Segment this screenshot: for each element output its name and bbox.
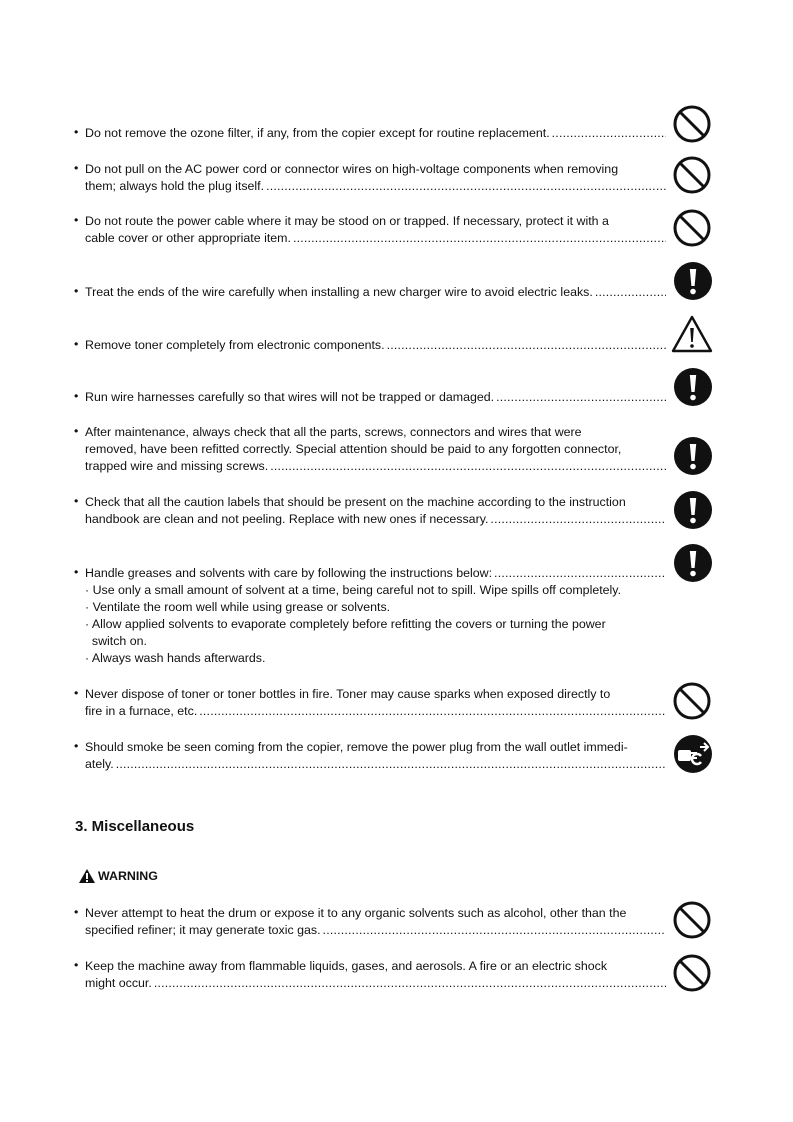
item-text: Never dispose of toner or toner bottles in fire. Toner may cause sparks when exposed directly to xyxy=(85,687,611,701)
item-text: specified refiner; it may generate toxic gas. xyxy=(85,923,321,937)
prohibited-icon xyxy=(672,953,712,993)
mandatory-icon xyxy=(673,543,713,583)
sub-item-text: switch on. xyxy=(85,634,147,648)
item-text: Do not route the power cable where it may be stood on or trapped. If necessary, protect it with a xyxy=(85,214,609,228)
section-heading: 3. Miscellaneous xyxy=(75,818,195,835)
bullet: • xyxy=(74,284,79,298)
dotted-line xyxy=(85,178,666,195)
sub-item-text: · Allow applied solvents to evaporate completely before refitting the covers or turning the power xyxy=(85,617,606,631)
dotted-line xyxy=(85,975,666,992)
item-text: Keep the machine away from flammable liquids, gases, and aerosols. A fire or an electric shock xyxy=(85,959,608,973)
prohibited-icon xyxy=(672,681,712,721)
bullet: • xyxy=(74,686,79,700)
item-text: handbook are clean and not peeling. Replace with new ones if necessary. xyxy=(85,512,489,526)
bullet: • xyxy=(74,958,79,972)
dotted-line xyxy=(85,389,666,406)
item-text: Run wire harnesses carefully so that wires will not be trapped or damaged. xyxy=(85,390,495,404)
mandatory-icon xyxy=(673,436,713,476)
item-text: cable cover or other appropriate item. xyxy=(85,231,291,245)
dotted-line xyxy=(85,565,666,582)
mandatory-icon xyxy=(673,490,713,530)
bullet: • xyxy=(74,125,79,139)
bullet: • xyxy=(74,161,79,175)
unplug-icon xyxy=(673,734,713,774)
item-text: Do not remove the ozone filter, if any, from the copier except for routine replacement. xyxy=(85,126,550,140)
item-text: ately. xyxy=(85,757,114,771)
item-text: fire in a furnace, etc. xyxy=(85,704,198,718)
dotted-line xyxy=(85,284,666,301)
dotted-line xyxy=(85,458,666,475)
dotted-line xyxy=(85,922,666,939)
dotted-line xyxy=(85,756,666,773)
item-text: Remove toner completely from electronic components. xyxy=(85,338,385,352)
mandatory-icon xyxy=(673,261,713,301)
prohibited-icon xyxy=(672,155,712,195)
caution-triangle-icon xyxy=(670,314,714,354)
item-text: Never attempt to heat the drum or expose it to any organic solvents such as alcohol, other than the xyxy=(85,906,627,920)
item-text: removed, have been refitted correctly. Special attention should be paid to any forgotten connector, xyxy=(85,442,622,456)
sub-item-text: · Use only a small amount of solvent at a time, being careful not to spill. Wipe spills off completely. xyxy=(85,583,622,597)
dotted-line xyxy=(85,337,666,354)
dotted-line xyxy=(85,125,666,142)
bullet: • xyxy=(74,565,79,579)
item-text: After maintenance, always check that all the parts, screws, connectors and wires that were xyxy=(85,425,582,439)
item-text: Should smoke be seen coming from the copier, remove the power plug from the wall outlet immedi- xyxy=(85,740,628,754)
prohibited-icon xyxy=(672,104,712,144)
item-text: Treat the ends of the wire carefully when installing a new charger wire to avoid electric leaks. xyxy=(85,285,593,299)
bullet: • xyxy=(74,424,79,438)
bullet: • xyxy=(74,739,79,753)
dotted-line xyxy=(85,511,666,528)
item-text: might occur. xyxy=(85,976,152,990)
item-text: Do not pull on the AC power cord or connector wires on high-voltage components when removing xyxy=(85,162,619,176)
prohibited-icon xyxy=(672,900,712,940)
bullet: • xyxy=(74,337,79,351)
item-text: Handle greases and solvents with care by following the instructions below: xyxy=(85,566,493,580)
sub-item-text: · Always wash hands afterwards. xyxy=(85,651,266,665)
dotted-line xyxy=(85,703,666,720)
prohibited-icon xyxy=(672,208,712,248)
dotted-line xyxy=(85,230,666,247)
bullet: • xyxy=(74,905,79,919)
warning-text: WARNING xyxy=(98,869,158,883)
warning-label xyxy=(78,868,158,884)
bullet: • xyxy=(74,389,79,403)
warning-triangle-icon xyxy=(78,868,96,884)
bullet: • xyxy=(74,213,79,227)
sub-item-text: · Ventilate the room well while using grease or solvents. xyxy=(85,600,391,614)
mandatory-icon xyxy=(673,367,713,407)
item-text: them; always hold the plug itself. xyxy=(85,179,265,193)
bullet: • xyxy=(74,494,79,508)
item-text: trapped wire and missing screws. xyxy=(85,459,269,473)
item-text: Check that all the caution labels that should be present on the machine according to the instruction xyxy=(85,495,626,509)
